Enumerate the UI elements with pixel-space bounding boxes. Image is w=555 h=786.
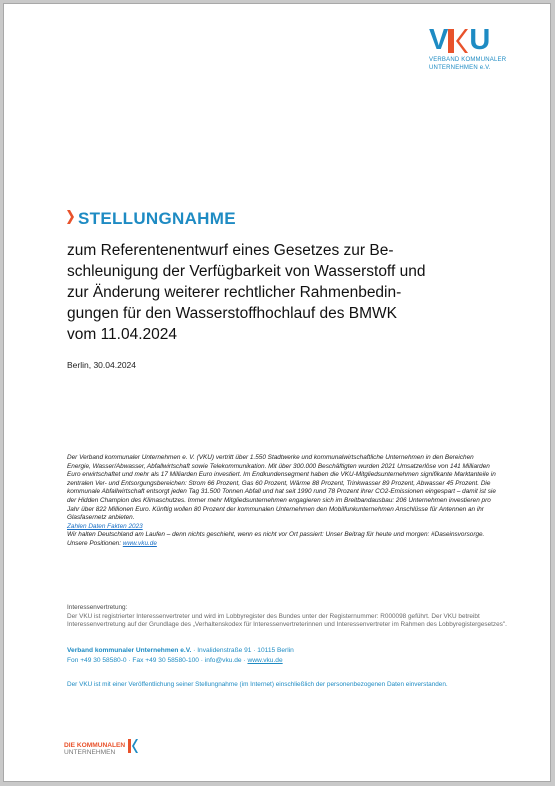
subtitle-line: zum Referentenentwurf eines Gesetzes zur Be- bbox=[67, 242, 394, 259]
document-subtitle bbox=[67, 240, 477, 345]
logo-letter-u: U bbox=[469, 24, 490, 56]
footer-line2: UNTERNEHMEN bbox=[64, 748, 116, 756]
logo-caption-line2: UNTERNEHMEN e.V. bbox=[429, 64, 491, 71]
contact-phone: Fon +49 30 58580-0 · Fax +49 30 58580-100 · info@vku.de · bbox=[67, 656, 248, 664]
contact-section bbox=[67, 646, 507, 665]
footer-logo-text bbox=[64, 742, 125, 756]
facts-link[interactable]: Zahlen Daten Fakten 2023 bbox=[67, 522, 143, 530]
contact-address-line bbox=[67, 646, 507, 656]
about-closing bbox=[67, 531, 497, 548]
document-heading bbox=[67, 209, 236, 229]
interest-text: Der VKU ist registrierter Interessenvertreter und wird im Lobbyregister des Bundes unter der Registernummer: R000098 geführt. Der VKU betreibt Interessenvertretung auf der Grundlage des „Verhaltenskodex für Interessenvertreterinnen und Interessenvertreter im Rahmen des Lobbyregistergesetzes". bbox=[67, 612, 507, 629]
about-paragraph bbox=[67, 454, 497, 523]
heading-text: STELLUNGNAHME bbox=[78, 209, 236, 228]
subtitle-line: gungen für den Wasserstoffhochlauf des BMWK bbox=[67, 305, 397, 322]
about-text: Der Verband kommunaler Unternehmen e. V. (VKU) vertritt über 1.550 Stadtwerke und kommunalwirtschaftliche Unternehmen in den Bereichen Energie, Wasser/Abwasser, Abfallwirtschaft sowie Telekommunikation. Mit über 300.000 Beschäftigten wurden 2021 Umsatzerlöse von 141 Milliarden Euro erwirtschaftet und mehr als 17 Milliarden Euro investiert. Im Endkundensegment haben die VKU-Mitgliedsunternehmen signifikante Marktanteile in zentralen Ver- und Entsorgungsbereichen: Strom 66 Prozent, Gas 60 Prozent, Wärme 88 Prozent, Trinkwasser 89 Prozent, Abwasser 45 Prozent. Die kommunale Abfallwirtschaft entsorgt jeden Tag 31.500 Tonnen Abfall und hat seit 1990 rund 78 Prozent ihrer CO2-Emissionen eingespart – damit ist sie der Hidden Champion des Klimaschutzes. Immer mehr Mitgliedsunternehmen engagieren sich im Breitbandausbau: 206 Unternehmen investieren pro Jahr über 822 Millionen Euro. Künftig wollen 80 Prozent der kommunalen Unternehmen den Mobilfunkunternehmen Anschlüsse für Antennen an ihr Glasfasernetz anbieten. bbox=[67, 454, 496, 522]
footer-logo bbox=[64, 739, 138, 758]
document-page bbox=[3, 3, 551, 782]
about-closing-text: Wir halten Deutschland am Laufen – denn nichts geschieht, wenn es nicht vor Ort passiert: Unser Beitrag für heute und morgen: #Daseinsvorsorge. Unsere Positionen: bbox=[67, 531, 485, 547]
place-date: Berlin, 30.04.2024 bbox=[67, 360, 136, 370]
about-section bbox=[67, 454, 497, 549]
chevron-right-icon bbox=[67, 210, 74, 229]
consent-text: Der VKU ist mit einer Veröffentlichung seiner Stellungnahme (im Internet) einschließlich der personenbezogenen Daten einverstanden. bbox=[67, 681, 448, 688]
k-chevron-icon bbox=[128, 739, 138, 758]
logo-letter-v: V bbox=[429, 24, 448, 56]
logo-caption-line1: VERBAND KOMMUNALER bbox=[429, 57, 507, 63]
interest-section bbox=[67, 604, 507, 630]
positions-link[interactable]: www.vku.de bbox=[122, 539, 157, 547]
contact-address: · Invalidenstraße 91 · 10115 Berlin bbox=[191, 647, 294, 654]
k-chevron-icon bbox=[448, 28, 468, 54]
footer-line1: DIE KOMMUNALEN bbox=[64, 741, 126, 749]
contact-org: Verband kommunaler Unternehmen e.V. bbox=[67, 647, 192, 654]
contact-phone-line bbox=[67, 656, 507, 666]
interest-title: Interessenvertretung: bbox=[67, 604, 128, 611]
vku-logo bbox=[429, 24, 529, 72]
subtitle-line: zur Änderung weiterer rechtlicher Rahmenbedin- bbox=[67, 284, 402, 301]
subtitle-line: schleunigung der Verfügbarkeit von Wasserstoff und bbox=[67, 263, 426, 280]
subtitle-line: vom 11.04.2024 bbox=[67, 326, 178, 343]
logo-caption bbox=[429, 57, 529, 72]
contact-web-link[interactable]: www.vku.de bbox=[247, 656, 283, 664]
logo-mark bbox=[429, 24, 529, 54]
